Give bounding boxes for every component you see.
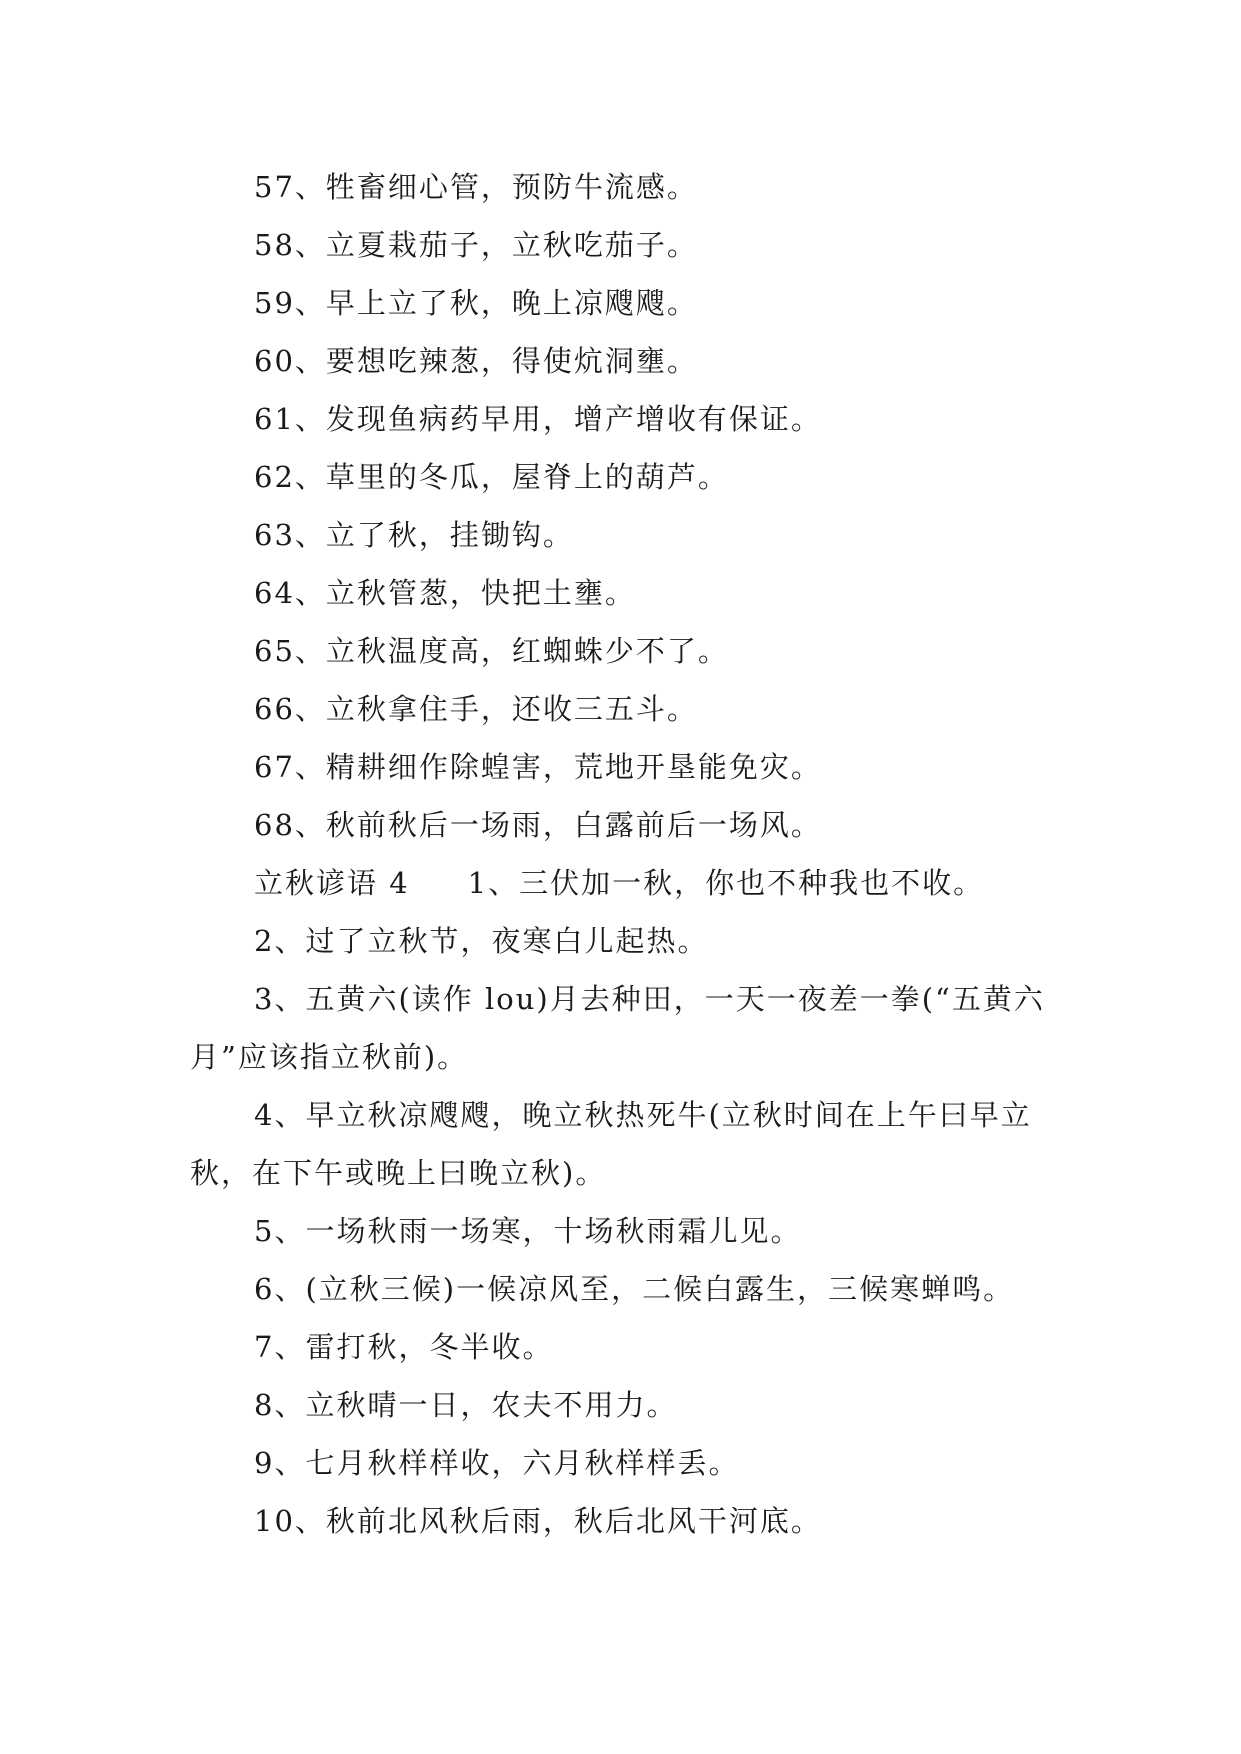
section-title: 立秋谚语 4 — [254, 866, 410, 900]
proverb-line: 8、立秋晴一日，农夫不用力。 — [254, 1388, 678, 1422]
proverb-line: 58、立夏栽茄子，立秋吃茄子。 — [254, 228, 698, 262]
proverb-line: 4、早立秋凉飕飕，晚立秋热死牛(立秋时间在上午曰早立秋，在下午或晚上曰晚立秋)。 — [190, 1098, 1032, 1190]
proverb-line: 63、立了秋，挂锄钩。 — [254, 518, 574, 552]
proverb-line: 9、七月秋样样收，六月秋样样丢。 — [254, 1446, 740, 1480]
proverb-line: 3、五黄六(读作 lou)月去种田，一天一夜差一拳(“五黄六月”应该指立秋前)。 — [190, 982, 1045, 1074]
proverb-line: 67、精耕细作除蝗害，荒地开垦能免灾。 — [254, 750, 822, 784]
section-heading-line — [190, 854, 1070, 912]
proverb-line: 5、一场秋雨一场寒，十场秋雨霜儿见。 — [254, 1214, 802, 1248]
proverb-line: 64、立秋管葱，快把土壅。 — [254, 576, 636, 610]
proverb-line: 57、牲畜细心管，预防牛流感。 — [254, 170, 698, 204]
proverb-line: 68、秋前秋后一场雨，白露前后一场风。 — [254, 808, 822, 842]
proverb-line: 10、秋前北风秋后雨，秋后北风干河底。 — [254, 1504, 822, 1538]
proverb-line: 65、立秋温度高，红蜘蛛少不了。 — [254, 634, 729, 668]
proverb-line: 1、三伏加一秋，你也不种我也不收。 — [467, 866, 985, 900]
proverb-line: 7、雷打秋，冬半收。 — [254, 1330, 554, 1364]
proverb-line: 59、早上立了秋，晚上凉飕飕。 — [254, 286, 698, 320]
proverb-line: 60、要想吃辣葱，得使炕洞壅。 — [254, 344, 698, 378]
proverb-line: 61、发现鱼病药早用，增产增收有保证。 — [254, 402, 822, 436]
proverb-line: 66、立秋拿住手，还收三五斗。 — [254, 692, 698, 726]
proverb-line: 6、(立秋三候)一候凉风至，二候白露生，三候寒蝉鸣。 — [254, 1272, 1015, 1306]
proverb-line: 62、草里的冬瓜，屋脊上的葫芦。 — [254, 460, 729, 494]
proverb-text-block — [190, 158, 1070, 1550]
proverb-line: 2、过了立秋节，夜寒白儿起热。 — [254, 924, 709, 958]
